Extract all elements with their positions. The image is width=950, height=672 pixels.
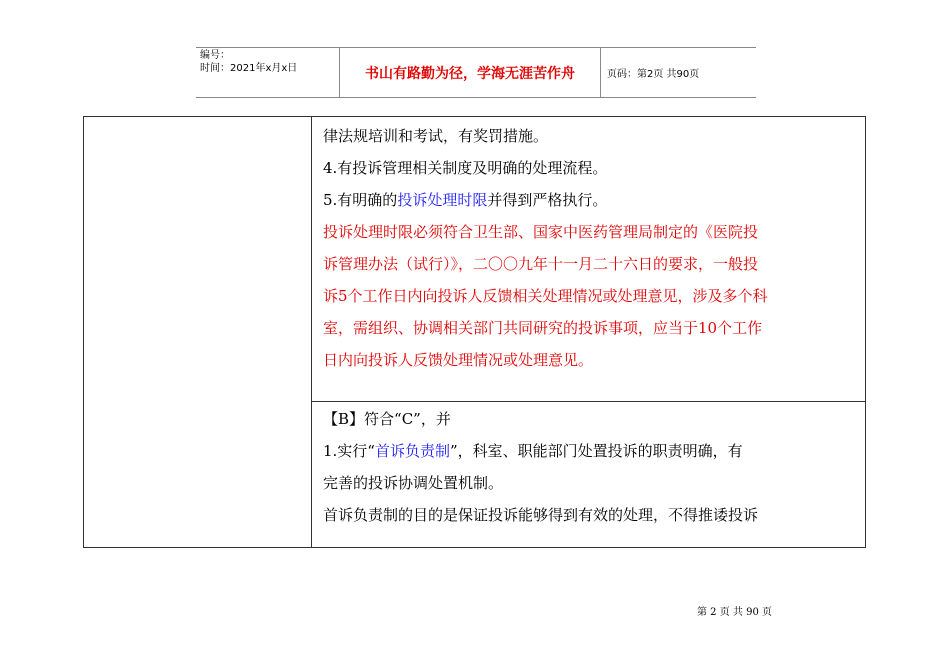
header-motto: 书山有路勤为径，学海无涯苦作舟 bbox=[339, 48, 601, 97]
red-line-4: 室，需组织、协调相关部门共同研究的投诉事项，应当于10个工作 bbox=[323, 319, 763, 337]
upper-cell bbox=[323, 117, 859, 376]
page-footer: 第 2 页 共 90 页 bbox=[697, 607, 772, 618]
lower-line-2 bbox=[323, 435, 859, 467]
lower-line-2-prefix: 1.实行“ bbox=[323, 442, 375, 460]
complaint-time-limit-link[interactable]: 投诉处理时限 bbox=[397, 191, 488, 209]
red-line-5: 日内向投诉人反馈处理情况或处理意见。 bbox=[323, 351, 594, 369]
content-table bbox=[83, 116, 866, 548]
header-meta bbox=[196, 48, 339, 97]
lower-line-4: 首诉负责制的目的是保证投诉能够得到有效的处理，不得推诿投诉 bbox=[323, 506, 759, 524]
header-page-code: 页码：第2页 共90页 bbox=[607, 69, 700, 80]
red-line-2: 诉管理办法（试行）》，二〇〇九年十一月二十六日的要求，一般投 bbox=[323, 255, 759, 273]
page-header bbox=[196, 47, 756, 98]
red-line-1: 投诉处理时限必须符合卫生部、国家中医药管理局制定的《医院投 bbox=[323, 223, 759, 241]
row-divider bbox=[311, 401, 865, 402]
column-divider bbox=[311, 117, 312, 547]
upper-line-2: 4.有投诉管理相关制度及明确的处理流程。 bbox=[323, 159, 608, 177]
lower-line-3: 完善的投诉协调处置机制。 bbox=[323, 474, 504, 492]
red-line-3: 诉5个工作日内向投诉人反馈相关处理情况或处理意见，涉及多个科 bbox=[323, 287, 768, 305]
first-complaint-responsibility-link[interactable]: 首诉负责制 bbox=[374, 442, 450, 460]
upper-line-3 bbox=[323, 184, 859, 216]
lower-cell bbox=[323, 403, 859, 531]
time-label: 时间：2021年x月x日 bbox=[200, 63, 298, 74]
upper-line-3-suffix: 并得到严格执行。 bbox=[487, 191, 608, 209]
upper-line-3-prefix: 5.有明确的 bbox=[323, 191, 398, 209]
upper-line-1: 律法规培训和考试，有奖罚措施。 bbox=[323, 127, 549, 145]
serial-label: 编号： bbox=[200, 50, 230, 61]
lower-line-2-suffix: ”，科室、职能部门处置投诉的职责明确，有 bbox=[450, 442, 743, 460]
lower-line-1: 【B】符合“C”，并 bbox=[323, 410, 451, 428]
